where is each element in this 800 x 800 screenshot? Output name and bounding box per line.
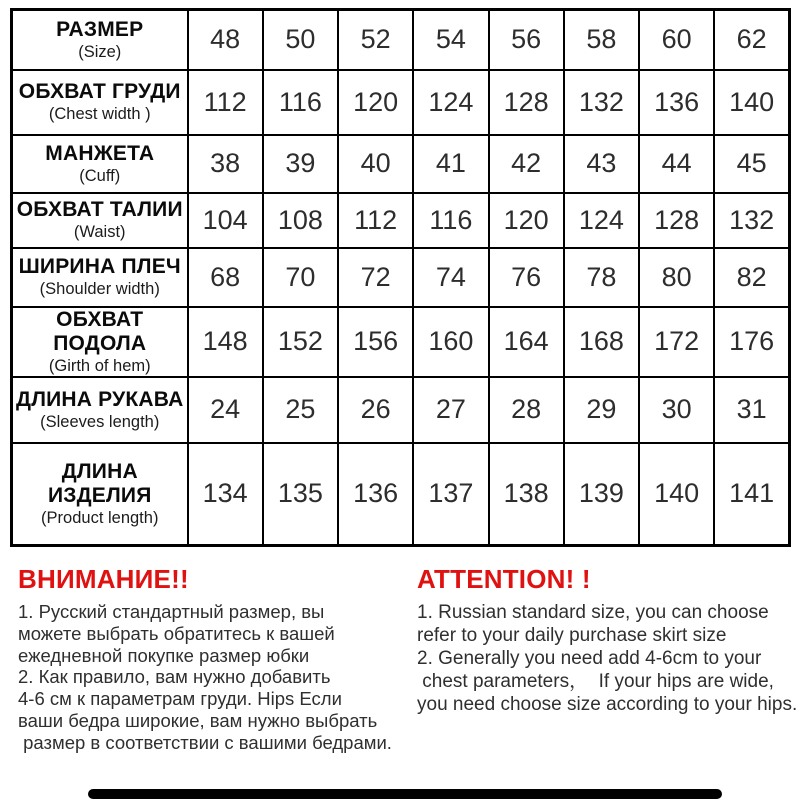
size-value-cell: 112	[188, 70, 263, 135]
row-label-english: (Shoulder width)	[39, 280, 160, 298]
size-value-cell: 45	[714, 135, 789, 193]
size-value-cell: 76	[489, 248, 564, 307]
size-value-cell: 42	[489, 135, 564, 193]
row-label-russian: ДЛИНА ИЗДЕЛИЯ	[47, 459, 152, 507]
size-value-cell: 48	[188, 10, 263, 70]
size-value-cell: 136	[338, 443, 413, 546]
size-value-cell: 60	[639, 10, 714, 70]
table-row	[12, 10, 790, 70]
note-line: можете выбрать обратитесь к вашей	[18, 622, 335, 644]
size-value-cell: 38	[188, 135, 263, 193]
size-value-cell: 72	[338, 248, 413, 307]
size-value-cell: 104	[188, 193, 263, 248]
size-value-cell: 80	[639, 248, 714, 307]
note-line: 2. Как правило, вам нужно добавить	[18, 666, 331, 688]
size-value-cell: 30	[639, 377, 714, 443]
note-line: размер в соответствии с вашими бедрами.	[18, 731, 392, 753]
size-value-cell: 160	[413, 307, 488, 377]
note-line: chest parameters， If your hips are wide,	[417, 671, 774, 692]
note-russian	[18, 565, 414, 754]
size-value-cell: 24	[188, 377, 263, 443]
size-value-cell: 74	[413, 248, 488, 307]
size-value-cell: 176	[714, 307, 789, 377]
row-label-cell	[12, 70, 188, 135]
size-value-cell: 138	[489, 443, 564, 546]
size-value-cell: 152	[263, 307, 338, 377]
table-row	[12, 443, 790, 546]
size-value-cell: 128	[489, 70, 564, 135]
size-value-cell: 78	[564, 248, 639, 307]
size-value-cell: 40	[338, 135, 413, 193]
row-label-russian: ОБХВАТ ГРУДИ	[18, 80, 181, 103]
size-value-cell: 148	[188, 307, 263, 377]
size-value-cell: 25	[263, 377, 338, 443]
size-value-cell: 43	[564, 135, 639, 193]
size-value-cell: 140	[714, 70, 789, 135]
note-english	[417, 565, 799, 716]
note-line: 2. Generally you need add 4-6cm to your	[417, 648, 762, 669]
size-value-cell: 52	[338, 10, 413, 70]
size-value-cell: 132	[714, 193, 789, 248]
size-value-cell: 140	[639, 443, 714, 546]
note-line: 1. Russian standard size, you can choose	[417, 602, 769, 623]
row-label-cell	[12, 135, 188, 193]
row-label-russian: ДЛИНА РУКАВА	[16, 387, 184, 411]
size-value-cell: 134	[188, 443, 263, 546]
size-value-cell: 27	[413, 377, 488, 443]
bottom-indicator-bar	[88, 789, 722, 799]
size-value-cell: 108	[263, 193, 338, 248]
size-value-cell: 50	[263, 10, 338, 70]
size-value-cell: 56	[489, 10, 564, 70]
note-line: ваши бедра широкие, вам нужно выбрать	[18, 709, 378, 731]
note-line: you need choose size according to your hips.	[417, 694, 798, 715]
size-value-cell: 68	[188, 248, 263, 307]
note-title-russian: ВНИМАНИЕ!!	[18, 564, 189, 594]
size-value-cell: 137	[413, 443, 488, 546]
size-value-cell: 116	[263, 70, 338, 135]
row-label-russian: ОБХВАТ ПОДОЛА	[53, 307, 147, 355]
size-value-cell: 128	[639, 193, 714, 248]
size-value-cell: 112	[338, 193, 413, 248]
size-value-cell: 26	[338, 377, 413, 443]
size-value-cell: 172	[639, 307, 714, 377]
size-value-cell: 31	[714, 377, 789, 443]
row-label-english: (Cuff)	[79, 166, 121, 185]
size-value-cell: 124	[413, 70, 488, 135]
size-value-cell: 41	[413, 135, 488, 193]
row-label-english: (Sleeves length)	[40, 412, 160, 431]
note-body-english	[417, 601, 799, 716]
note-line: 4-6 см к параметрам груди. Hips Если	[18, 688, 342, 710]
row-label-english: (Chest width )	[48, 105, 151, 123]
table-row	[12, 248, 790, 307]
size-value-cell: 141	[714, 443, 789, 546]
row-label-russian: МАНЖЕТА	[45, 141, 155, 165]
row-label-cell	[12, 307, 188, 377]
size-value-cell: 124	[564, 193, 639, 248]
table-row	[12, 307, 790, 377]
table-row	[12, 377, 790, 443]
row-label-cell	[12, 193, 188, 248]
note-line: 1. Русский стандартный размер, вы	[18, 601, 325, 622]
size-value-cell: 116	[413, 193, 488, 248]
size-value-cell: 139	[564, 443, 639, 546]
size-value-cell: 44	[639, 135, 714, 193]
row-label-english: (Waist)	[73, 223, 126, 241]
size-value-cell: 136	[639, 70, 714, 135]
table-row	[12, 193, 790, 248]
size-value-cell: 135	[263, 443, 338, 546]
note-body-russian	[18, 601, 414, 754]
size-value-cell: 62	[714, 10, 789, 70]
row-label-cell	[12, 443, 188, 546]
size-value-cell: 39	[263, 135, 338, 193]
size-value-cell: 82	[714, 248, 789, 307]
size-value-cell: 120	[489, 193, 564, 248]
row-label-russian: ШИРИНА ПЛЕЧ	[18, 255, 181, 278]
size-value-cell: 168	[564, 307, 639, 377]
note-title-english: ATTENTION! !	[417, 564, 591, 594]
row-label-cell	[12, 248, 188, 307]
size-chart-table	[10, 8, 791, 547]
row-label-cell	[12, 377, 188, 443]
size-value-cell: 28	[489, 377, 564, 443]
table-row	[12, 135, 790, 193]
row-label-english: (Product length)	[41, 508, 159, 527]
size-value-cell: 132	[564, 70, 639, 135]
size-value-cell: 29	[564, 377, 639, 443]
size-value-cell: 164	[489, 307, 564, 377]
row-label-english: (Girth of hem)	[48, 356, 151, 375]
size-value-cell: 70	[263, 248, 338, 307]
row-label-russian: ОБХВАТ ТАЛИИ	[16, 198, 183, 221]
table-row	[12, 70, 790, 135]
note-line: ежедневной покупке размер юбки	[18, 644, 310, 666]
row-label-russian: РАЗМЕР	[56, 17, 144, 41]
size-value-cell: 58	[564, 10, 639, 70]
size-value-cell: 54	[413, 10, 488, 70]
size-table-body	[12, 10, 790, 546]
size-value-cell: 156	[338, 307, 413, 377]
note-line: refer to your daily purchase skirt size	[417, 625, 727, 646]
row-label-cell	[12, 10, 188, 70]
row-label-english: (Size)	[78, 42, 122, 61]
size-value-cell: 120	[338, 70, 413, 135]
